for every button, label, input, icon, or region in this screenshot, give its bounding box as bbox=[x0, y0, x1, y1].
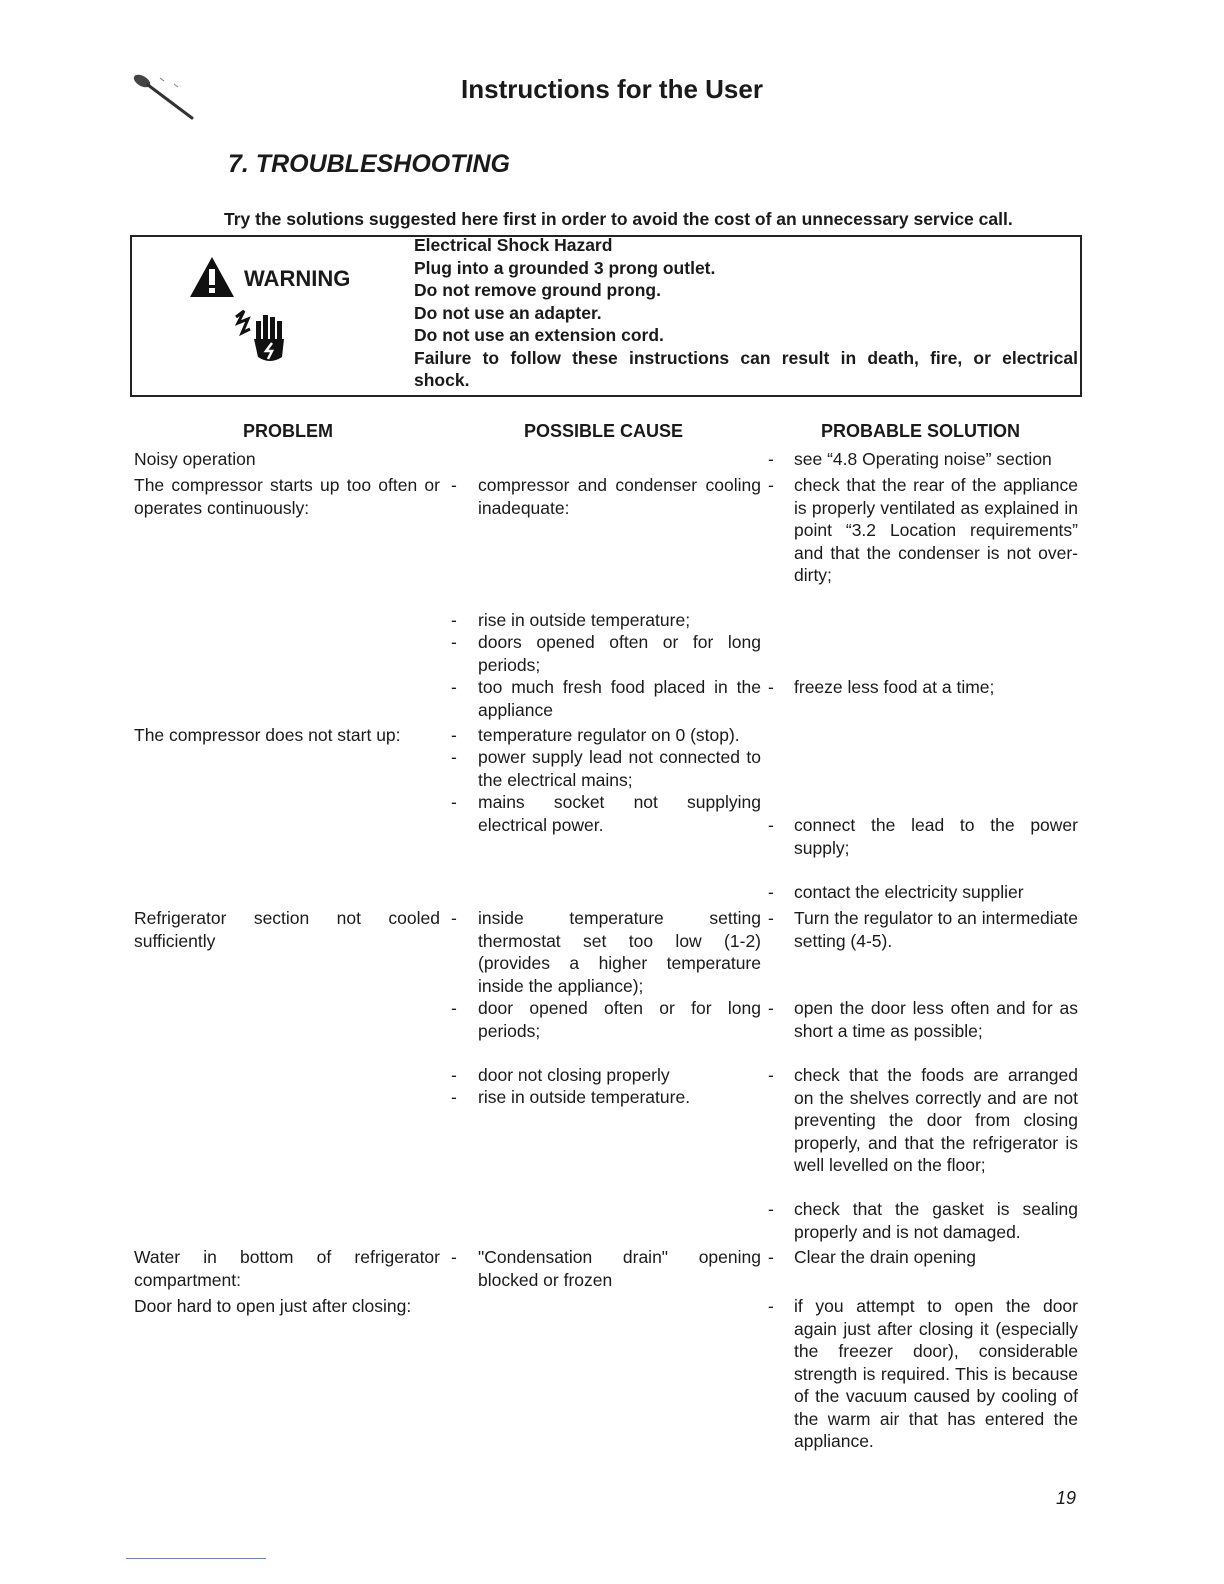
bullet-dash: - bbox=[768, 815, 774, 835]
problem-cell: The compressor does not start up: bbox=[134, 725, 401, 745]
cause-cell: temperature regulator on 0 (stop). bbox=[478, 725, 740, 745]
problem-cell: Door hard to open just after closing: bbox=[134, 1296, 412, 1316]
problem-cell: Noisy operation bbox=[134, 449, 256, 469]
cause-cell: door opened often or for long periods; bbox=[478, 998, 761, 1041]
bullet-dash: - bbox=[451, 1247, 457, 1267]
bullet-dash: - bbox=[768, 1247, 774, 1267]
bullet-dash: - bbox=[768, 677, 774, 697]
solution-cell: check that the gasket is sealing properly and is not damaged. bbox=[794, 1199, 1078, 1242]
electric-shock-hand-icon bbox=[230, 303, 290, 370]
column-header-problem: PROBLEM bbox=[243, 421, 333, 441]
warning-text bbox=[414, 234, 1078, 392]
warning-line: Electrical Shock Hazard bbox=[414, 235, 613, 255]
bullet-dash: - bbox=[451, 677, 457, 697]
cause-cell: rise in outside temperature. bbox=[478, 1087, 691, 1107]
bullet-dash: - bbox=[451, 725, 457, 745]
cause-cell: too much fresh food placed in the appliance bbox=[478, 677, 761, 720]
section-intro: Try the solutions suggested here first in order to avoid the cost of an unnecessary service call. bbox=[224, 209, 1013, 229]
footer-divider bbox=[126, 1558, 266, 1559]
cause-cell: door not closing properly bbox=[478, 1065, 670, 1085]
problem-cell: Water in bottom of refrigerator compartment: bbox=[134, 1247, 440, 1290]
bullet-dash: - bbox=[451, 475, 457, 495]
bullet-dash: - bbox=[768, 908, 774, 928]
bullet-dash: - bbox=[768, 1065, 774, 1085]
column-header-solution: PROBABLE SOLUTION bbox=[821, 421, 1021, 441]
bullet-dash: - bbox=[451, 998, 457, 1018]
solution-cell: Turn the regulator to an intermediate setting (4-5). bbox=[794, 908, 1078, 951]
bullet-dash: - bbox=[451, 632, 457, 652]
solution-cell: if you attempt to open the door again just after closing it (especially the freezer door), considerable strength is required. This is because of the vacuum caused by cooling of the warm air that has entered the appliance. bbox=[794, 1296, 1078, 1451]
warning-line: Do not remove ground prong. bbox=[414, 280, 661, 300]
bullet-dash: - bbox=[768, 1296, 774, 1316]
column-header-cause: POSSIBLE CAUSE bbox=[524, 421, 684, 441]
solution-cell: freeze less food at a time; bbox=[794, 677, 995, 697]
cause-cell: inside temperature setting thermostat set too low (1-2) (provides a higher temperature inside the appliance); bbox=[478, 908, 761, 996]
cause-cell: "Condensation drain" opening blocked or frozen bbox=[478, 1247, 761, 1290]
warning-label: WARNING bbox=[244, 266, 351, 291]
section-title: 7. TROUBLESHOOTING bbox=[228, 150, 510, 178]
page-header-title: Instructions for the User bbox=[461, 74, 763, 104]
problem-cell: Refrigerator section not cooled sufficiently bbox=[134, 908, 440, 951]
solution-cell: Clear the drain opening bbox=[794, 1247, 976, 1267]
cause-cell: power supply lead not connected to the electrical mains; bbox=[478, 747, 761, 790]
cause-cell: compressor and condenser cooling inadequate: bbox=[478, 475, 761, 518]
bullet-dash: - bbox=[768, 998, 774, 1018]
warning-line: Do not use an adapter. bbox=[414, 302, 602, 323]
bullet-dash: - bbox=[451, 1087, 457, 1107]
cause-cell: doors opened often or for long periods; bbox=[478, 632, 761, 675]
bullet-dash: - bbox=[768, 882, 774, 902]
bullet-dash: - bbox=[768, 449, 774, 469]
bullet-dash: - bbox=[451, 1065, 457, 1085]
warning-line: Failure to follow these instructions can result in death, fire, or electrical bbox=[414, 347, 1078, 368]
bullet-dash: - bbox=[451, 908, 457, 928]
warning-line: Do not use an extension cord. bbox=[414, 325, 664, 345]
bullet-dash: - bbox=[451, 610, 457, 630]
cause-cell: mains socket not supplying electrical power. bbox=[478, 792, 761, 835]
problem-cell: The compressor starts up too often or operates continuously: bbox=[134, 475, 440, 518]
solution-cell: check that the rear of the appliance is properly ventilated as explained in point “3.2 Location requirements” and that the condenser is not over-dirty; bbox=[794, 475, 1078, 585]
bullet-dash: - bbox=[768, 1199, 774, 1219]
cause-cell: rise in outside temperature; bbox=[478, 610, 691, 630]
warning-line: Plug into a grounded 3 prong outlet. bbox=[414, 257, 716, 278]
solution-cell: open the door less often and for as short a time as possible; bbox=[794, 998, 1078, 1041]
page-number: 19 bbox=[1056, 1488, 1077, 1508]
warning-triangle-icon bbox=[188, 255, 236, 304]
bullet-dash: - bbox=[451, 792, 457, 812]
solution-cell: see “4.8 Operating noise” section bbox=[794, 449, 1052, 469]
bullet-dash: - bbox=[768, 475, 774, 495]
solution-cell: connect the lead to the power supply; bbox=[794, 815, 1078, 858]
warning-line: shock. bbox=[414, 370, 470, 390]
solution-cell: check that the foods are arranged on the shelves correctly and are not preventing the door from closing properly, and that the refrigerator is well levelled on the floor; bbox=[794, 1065, 1078, 1175]
bullet-dash: - bbox=[451, 747, 457, 767]
solution-cell: contact the electricity supplier bbox=[794, 882, 1024, 902]
